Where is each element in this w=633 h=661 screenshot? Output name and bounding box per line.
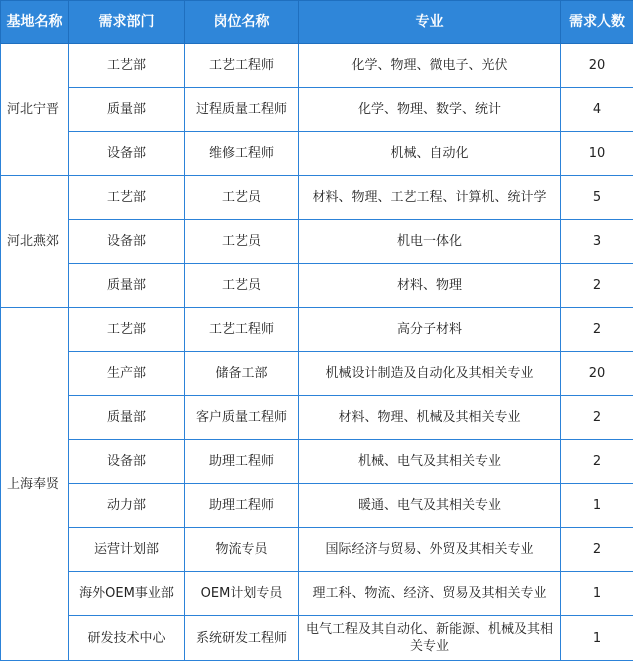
major-cell: 机械、自动化 <box>299 132 561 176</box>
header-row <box>1 1 633 44</box>
count-cell: 1 <box>561 572 633 616</box>
table-row <box>1 352 633 396</box>
major-cell: 国际经济与贸易、外贸及其相关专业 <box>299 528 561 572</box>
major-cell: 高分子材料 <box>299 308 561 352</box>
count-cell: 10 <box>561 132 633 176</box>
dept-cell: 研发技术中心 <box>69 616 185 661</box>
table-header <box>1 1 633 44</box>
base-cell: 上海奉贤 <box>1 308 69 661</box>
position-cell: 工艺员 <box>185 264 299 308</box>
table-row <box>1 572 633 616</box>
dept-cell: 动力部 <box>69 484 185 528</box>
dept-cell: 运营计划部 <box>69 528 185 572</box>
table-row <box>1 396 633 440</box>
position-cell: 助理工程师 <box>185 440 299 484</box>
table-row <box>1 132 633 176</box>
major-cell: 材料、物理、机械及其相关专业 <box>299 396 561 440</box>
position-cell: 工艺工程师 <box>185 44 299 88</box>
base-cell: 河北宁晋 <box>1 44 69 176</box>
major-cell: 化学、物理、微电子、光伏 <box>299 44 561 88</box>
major-cell: 电气工程及其自动化、新能源、机械及其相关专业 <box>299 616 561 661</box>
position-cell: 系统研发工程师 <box>185 616 299 661</box>
table-row <box>1 220 633 264</box>
major-cell: 机械设计制造及自动化及其相关专业 <box>299 352 561 396</box>
table-row <box>1 308 633 352</box>
dept-cell: 质量部 <box>69 88 185 132</box>
count-cell: 2 <box>561 528 633 572</box>
dept-cell: 设备部 <box>69 132 185 176</box>
position-cell: 客户质量工程师 <box>185 396 299 440</box>
position-cell: 储备工部 <box>185 352 299 396</box>
dept-cell: 工艺部 <box>69 308 185 352</box>
major-cell: 机械、电气及其相关专业 <box>299 440 561 484</box>
major-cell: 机电一体化 <box>299 220 561 264</box>
count-cell: 20 <box>561 352 633 396</box>
major-cell: 材料、物理 <box>299 264 561 308</box>
major-cell: 化学、物理、数学、统计 <box>299 88 561 132</box>
count-cell: 20 <box>561 44 633 88</box>
dept-cell: 设备部 <box>69 440 185 484</box>
position-cell: OEM计划专员 <box>185 572 299 616</box>
base-cell: 河北燕郊 <box>1 176 69 308</box>
table-row <box>1 264 633 308</box>
dept-cell: 工艺部 <box>69 44 185 88</box>
position-cell: 过程质量工程师 <box>185 88 299 132</box>
table-row <box>1 484 633 528</box>
position-cell: 助理工程师 <box>185 484 299 528</box>
dept-cell: 海外OEM事业部 <box>69 572 185 616</box>
position-cell: 工艺工程师 <box>185 308 299 352</box>
position-cell: 工艺员 <box>185 176 299 220</box>
count-cell: 4 <box>561 88 633 132</box>
count-cell: 2 <box>561 308 633 352</box>
dept-cell: 设备部 <box>69 220 185 264</box>
position-cell: 物流专员 <box>185 528 299 572</box>
count-cell: 5 <box>561 176 633 220</box>
major-cell: 暖通、电气及其相关专业 <box>299 484 561 528</box>
position-cell: 工艺员 <box>185 220 299 264</box>
count-cell: 3 <box>561 220 633 264</box>
header-position: 岗位名称 <box>185 1 299 44</box>
count-cell: 2 <box>561 396 633 440</box>
major-cell: 理工科、物流、经济、贸易及其相关专业 <box>299 572 561 616</box>
position-cell: 维修工程师 <box>185 132 299 176</box>
table-row <box>1 616 633 661</box>
table-row <box>1 440 633 484</box>
header-count: 需求人数 <box>561 1 633 44</box>
table-body <box>1 44 633 661</box>
dept-cell: 质量部 <box>69 264 185 308</box>
count-cell: 2 <box>561 440 633 484</box>
count-cell: 1 <box>561 484 633 528</box>
table-row <box>1 88 633 132</box>
dept-cell: 生产部 <box>69 352 185 396</box>
table-row <box>1 176 633 220</box>
count-cell: 1 <box>561 616 633 661</box>
dept-cell: 工艺部 <box>69 176 185 220</box>
table-row <box>1 528 633 572</box>
table-row <box>1 44 633 88</box>
count-cell: 2 <box>561 264 633 308</box>
header-major: 专业 <box>299 1 561 44</box>
major-cell: 材料、物理、工艺工程、计算机、统计学 <box>299 176 561 220</box>
dept-cell: 质量部 <box>69 396 185 440</box>
header-base: 基地名称 <box>1 1 69 44</box>
header-dept: 需求部门 <box>69 1 185 44</box>
